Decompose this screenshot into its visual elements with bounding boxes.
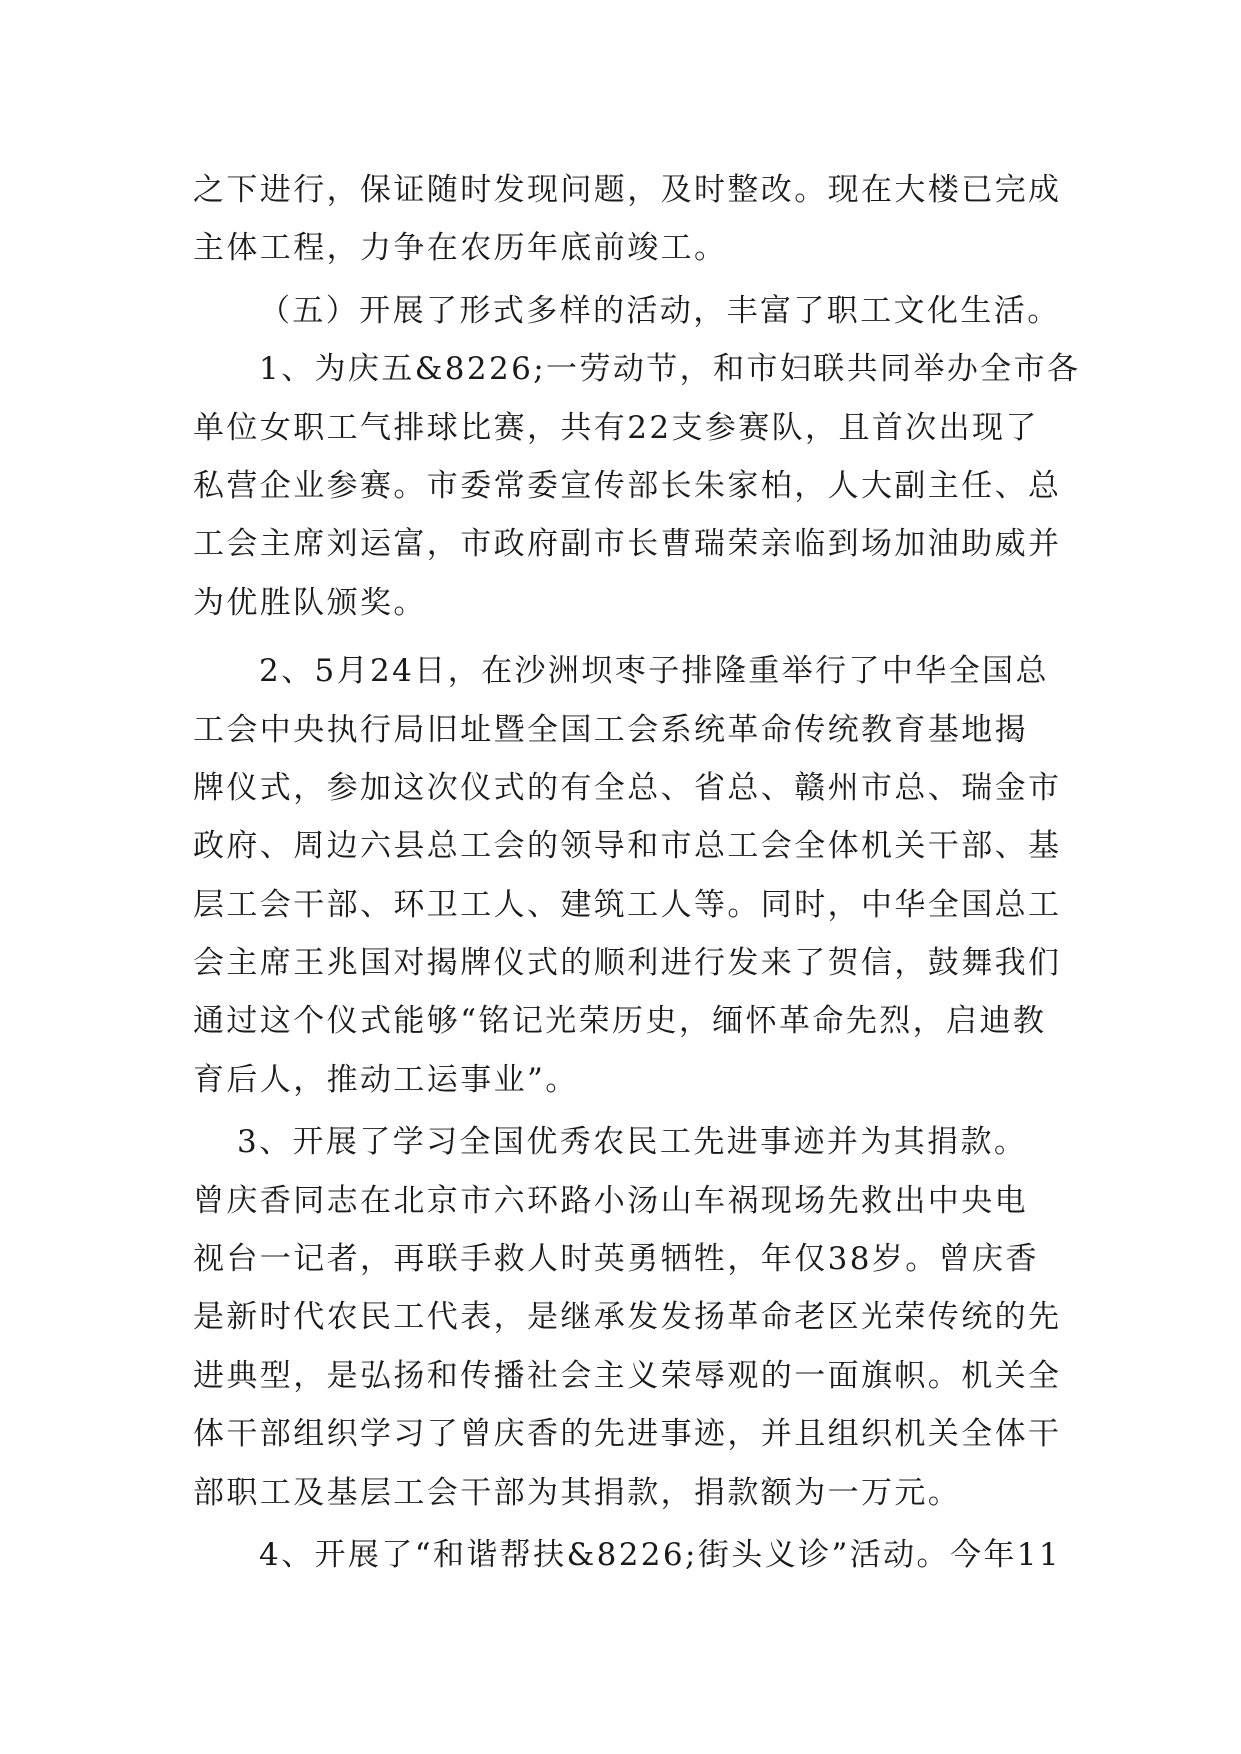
text-line: 曾庆香同志在北京市六环路小汤山车祸现场先救出中央电 <box>193 1182 1028 1219</box>
text-line: 部职工及基层工会干部为其捐款，捐款额为一万元。 <box>193 1474 962 1511</box>
text-line: 工会中央执行局旧址暨全国工会系统革命传统教育基地揭 <box>193 711 1028 748</box>
text-line: 视台一记者，再联手救人时英勇牺牲，年仅38岁。曾庆香 <box>193 1241 1039 1278</box>
text-line: 1、为庆五&8226;一劳动节，和市妇联共同举办全市各 <box>259 351 1081 388</box>
section-heading: （五）开展了形式多样的活动，丰富了职工文化生活。 <box>259 292 1061 329</box>
text-line: 单位女职工气排球比赛，共有22支参赛队，且首次出现了 <box>193 409 1039 446</box>
text-line: 是新时代农民工代表，是继承发发扬革命老区光荣传统的先 <box>193 1299 1062 1336</box>
text-line: 3、开展了学习全国优秀农民工先进事迹并为其捐款。 <box>237 1124 1028 1161</box>
text-line: 私营企业参赛。市委常委宣传部长朱家柏，人大副主任、总 <box>193 467 1062 504</box>
text-line: 进典型，是弘扬和传播社会主义荣辱观的一面旗帜。机关全 <box>193 1357 1062 1394</box>
text-line: 2、5月24日，在沙洲坝枣子排隆重举行了中华全国总 <box>259 653 1049 690</box>
text-line: 会主席王兆国对揭牌仪式的顺利进行发来了贺信，鼓舞我们 <box>193 945 1062 982</box>
text-line: 牌仪式，参加这次仪式的有全总、省总、赣州市总、瑞金市 <box>193 769 1062 806</box>
text-line: 工会主席刘运富，市政府副市长曹瑞荣亲临到场加油助威并 <box>193 526 1062 563</box>
text-line: 政府、周边六县总工会的领导和市总工会全体机关干部、基 <box>193 828 1062 865</box>
text-line: 主体工程，力争在农历年底前竣工。 <box>193 230 728 267</box>
text-line: 体干部组织学习了曾庆香的先进事迹，并且组织机关全体干 <box>193 1416 1062 1453</box>
text-line: 通过这个仪式能够“铭记光荣历史，缅怀革命先烈，启迪教 <box>193 1003 1047 1040</box>
text-line: 层工会干部、环卫工人、建筑工人等。同时，中华全国总工 <box>193 886 1062 923</box>
text-line: 之下进行，保证随时发现问题，及时整改。现在大楼已完成 <box>193 172 1062 208</box>
text-line: 育后人，推动工运事业”。 <box>193 1061 579 1098</box>
document-body <box>193 161 1081 1584</box>
text-line: 为优胜队颁奖。 <box>193 584 427 621</box>
text-line: 4、开展了“和谐帮扶&8226;街头义诊”活动。今年11 <box>259 1536 1061 1573</box>
